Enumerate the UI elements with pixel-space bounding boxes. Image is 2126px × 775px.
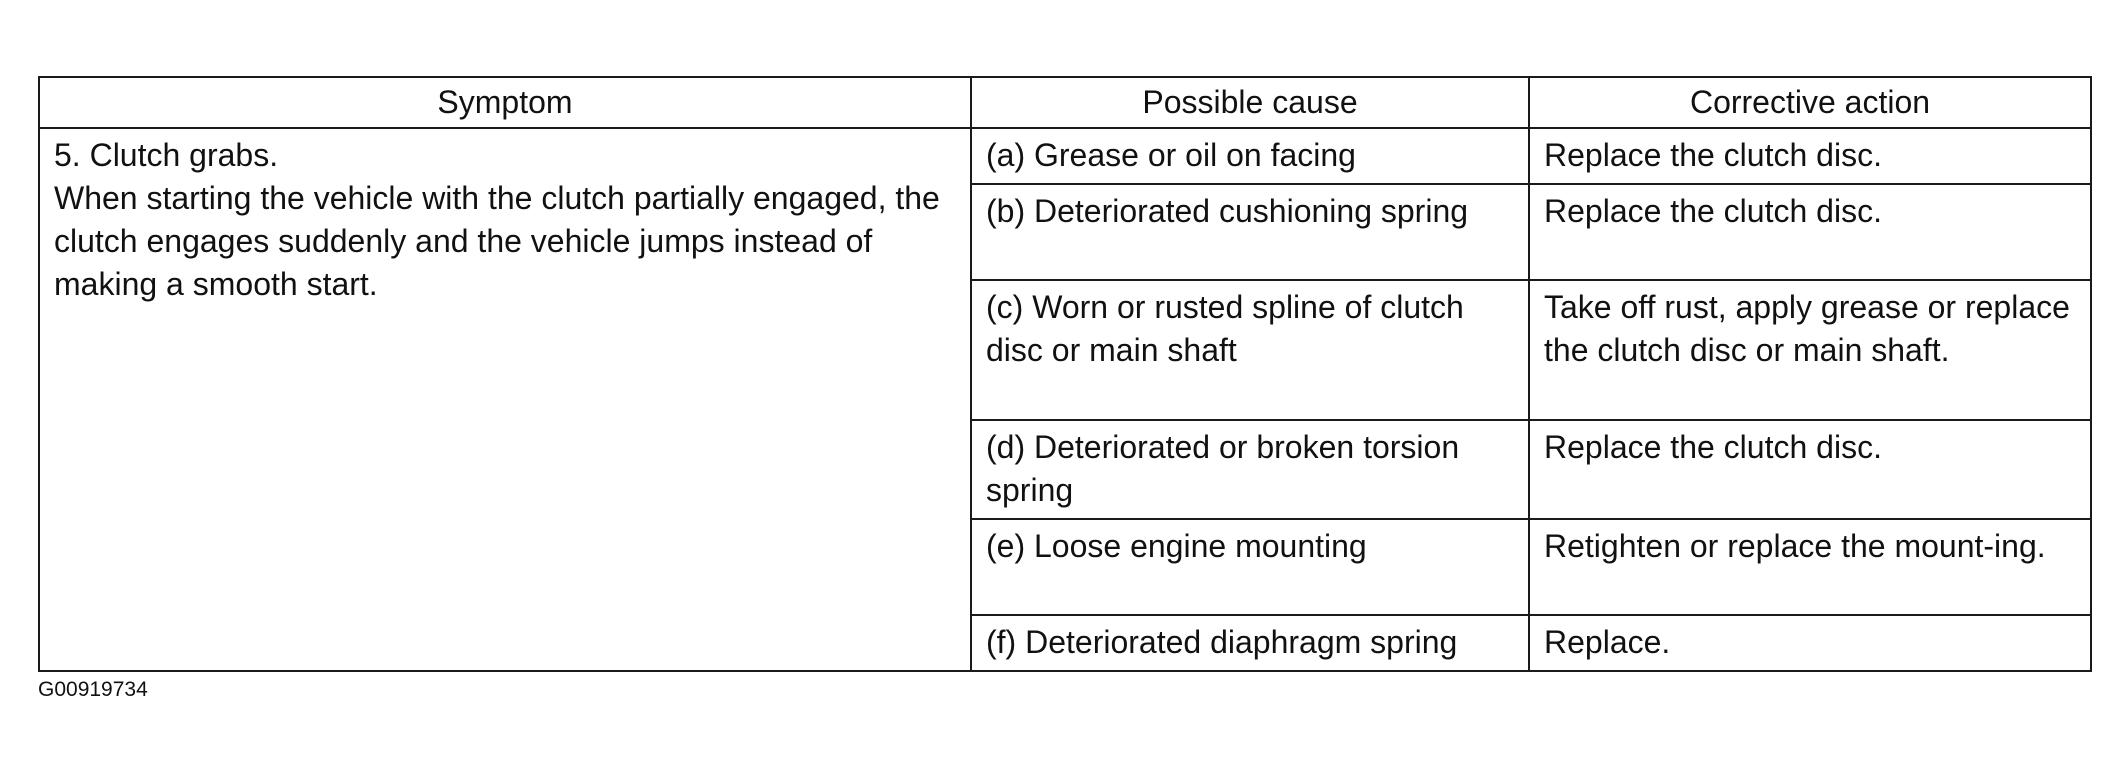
header-symptom: Symptom: [39, 77, 971, 128]
action-cell: Replace the clutch disc.: [1529, 420, 2091, 519]
symptom-description: When starting the vehicle with the clutch partially engaged, the clutch engages suddenly and the vehicle jumps instead of making a smooth start.: [54, 180, 940, 302]
figure-id: G00919734: [38, 678, 148, 701]
symptom-title: 5. Clutch grabs.: [54, 137, 279, 173]
header-possible-cause: Possible cause: [971, 77, 1529, 128]
action-cell: Replace the clutch disc.: [1529, 184, 2091, 280]
header-corrective-action: Corrective action: [1529, 77, 2091, 128]
troubleshooting-table: [38, 76, 2092, 672]
action-cell: Take off rust, apply grease or replace the clutch disc or main shaft.: [1529, 280, 2091, 420]
action-cell: Retighten or replace the mount-ing.: [1529, 519, 2091, 615]
symptom-cell: [39, 128, 971, 671]
cause-cell: (f) Deteriorated diaphragm spring: [971, 615, 1529, 671]
cause-cell: (c) Worn or rusted spline of clutch disc or main shaft: [971, 280, 1529, 420]
action-cell: Replace the clutch disc.: [1529, 128, 2091, 184]
table-row: [39, 128, 2091, 184]
action-cell: Replace.: [1529, 615, 2091, 671]
cause-cell: (d) Deteriorated or broken torsion spring: [971, 420, 1529, 519]
cause-cell: (b) Deteriorated cushioning spring: [971, 184, 1529, 280]
table-header-row: [39, 77, 2091, 128]
cause-cell: (a) Grease or oil on facing: [971, 128, 1529, 184]
cause-cell: (e) Loose engine mounting: [971, 519, 1529, 615]
